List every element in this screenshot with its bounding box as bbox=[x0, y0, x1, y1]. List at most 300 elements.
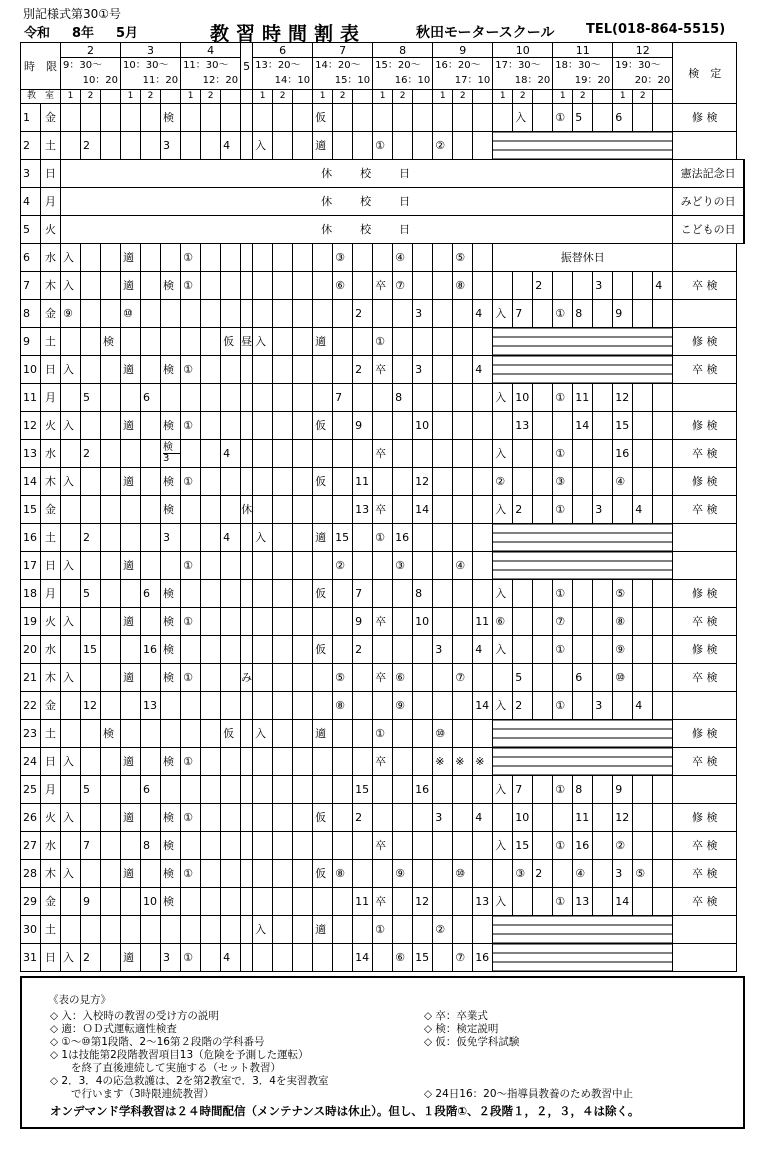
lunch-break-cell bbox=[241, 132, 253, 160]
day-number: 16 bbox=[21, 524, 41, 552]
classroom-number: 1 bbox=[121, 90, 141, 104]
lesson-cell bbox=[353, 860, 373, 888]
lesson-cell bbox=[313, 552, 333, 580]
lesson-cell bbox=[253, 580, 273, 608]
lesson-cell: 検 bbox=[161, 104, 181, 132]
lesson-cell bbox=[293, 860, 313, 888]
kentei-cell: 卒 検 bbox=[673, 888, 737, 916]
lesson-cell bbox=[353, 748, 373, 776]
lesson-cell: ② bbox=[493, 468, 513, 496]
lesson-cell: ① bbox=[553, 692, 573, 720]
period-number: 10 bbox=[493, 43, 553, 58]
period-end-time: 20：20 bbox=[634, 75, 671, 86]
lesson-cell bbox=[81, 804, 101, 832]
period-start-time: 19：30～ bbox=[615, 60, 661, 71]
lesson-cell bbox=[313, 776, 333, 804]
lesson-cell bbox=[633, 888, 653, 916]
lesson-cell bbox=[453, 916, 473, 944]
lesson-cell: ⑤ bbox=[333, 664, 353, 692]
lesson-cell bbox=[293, 916, 313, 944]
lesson-cell bbox=[653, 496, 673, 524]
lesson-cell bbox=[653, 104, 673, 132]
lesson-cell bbox=[273, 720, 293, 748]
lesson-cell bbox=[181, 496, 201, 524]
lesson-cell bbox=[61, 440, 81, 468]
lesson-cell: 5 bbox=[573, 104, 593, 132]
classroom-number bbox=[353, 90, 373, 104]
lesson-cell: 10 bbox=[513, 384, 533, 412]
kentei-cell bbox=[744, 188, 745, 216]
lunch-break-cell bbox=[241, 888, 253, 916]
lesson-cell bbox=[101, 916, 121, 944]
day-number: 10 bbox=[21, 356, 41, 384]
lesson-cell bbox=[553, 664, 573, 692]
lesson-cell: 入 bbox=[493, 496, 513, 524]
lesson-cell: 11 bbox=[353, 888, 373, 916]
classroom-number: 1 bbox=[373, 90, 393, 104]
period-time-range bbox=[253, 58, 313, 90]
lesson-cell bbox=[273, 104, 293, 132]
lesson-cell bbox=[121, 384, 141, 412]
lesson-cell bbox=[473, 916, 493, 944]
day-number: 17 bbox=[21, 552, 41, 580]
lesson-cell: 9 bbox=[353, 608, 373, 636]
lesson-cell bbox=[201, 664, 221, 692]
lesson-cell: 4 bbox=[473, 300, 493, 328]
lesson-cell bbox=[101, 440, 121, 468]
lesson-cell bbox=[633, 440, 653, 468]
lesson-cell bbox=[333, 832, 353, 860]
lesson-cell bbox=[433, 496, 453, 524]
lesson-cell: ⑥ bbox=[333, 272, 353, 300]
lesson-cell: 8 bbox=[393, 384, 413, 412]
lesson-cell: ④ bbox=[573, 860, 593, 888]
lesson-cell bbox=[313, 440, 333, 468]
lesson-cell bbox=[393, 608, 413, 636]
lesson-cell bbox=[121, 776, 141, 804]
lesson-cell bbox=[453, 524, 473, 552]
lesson-cell bbox=[313, 692, 333, 720]
lesson-cell: 6 bbox=[141, 580, 161, 608]
lesson-cell bbox=[453, 832, 473, 860]
lesson-cell: 3 bbox=[161, 944, 181, 972]
lesson-cell: 検 bbox=[161, 468, 181, 496]
legend-heading: 《表の見方》 bbox=[48, 994, 111, 1006]
lesson-cell bbox=[121, 916, 141, 944]
evening-closed-cell bbox=[493, 916, 673, 944]
lesson-cell bbox=[633, 636, 653, 664]
lesson-cell bbox=[101, 636, 121, 664]
lesson-cell: ⑤ bbox=[633, 860, 653, 888]
lesson-cell bbox=[273, 776, 293, 804]
evening-closed-cell bbox=[493, 944, 673, 972]
lesson-cell: 10 bbox=[413, 608, 433, 636]
lesson-cell bbox=[253, 748, 273, 776]
lesson-cell bbox=[653, 384, 673, 412]
lesson-cell: ① bbox=[181, 748, 201, 776]
lesson-cell bbox=[293, 384, 313, 412]
lesson-cell: 検 bbox=[161, 496, 181, 524]
weekday: 水 bbox=[41, 440, 61, 468]
day-number: 28 bbox=[21, 860, 41, 888]
period-time-range bbox=[493, 58, 553, 90]
lesson-cell: ① bbox=[553, 300, 573, 328]
lesson-cell: 3 bbox=[433, 804, 453, 832]
lesson-cell: ④ bbox=[453, 552, 473, 580]
lunch-break-cell bbox=[241, 580, 253, 608]
lunch-break-cell: み bbox=[241, 664, 253, 692]
lesson-cell: 適 bbox=[121, 804, 141, 832]
lesson-cell bbox=[453, 692, 473, 720]
lesson-cell bbox=[293, 300, 313, 328]
lesson-cell bbox=[333, 608, 353, 636]
lesson-cell bbox=[201, 888, 221, 916]
classroom-number: 1 bbox=[61, 90, 81, 104]
period-number: 4 bbox=[181, 43, 241, 58]
lesson-cell bbox=[181, 692, 201, 720]
evening-closed-cell bbox=[493, 748, 673, 776]
lesson-cell bbox=[293, 832, 313, 860]
lesson-cell bbox=[393, 636, 413, 664]
lesson-cell bbox=[141, 412, 161, 440]
lesson-cell bbox=[353, 440, 373, 468]
lesson-cell: 3 bbox=[413, 300, 433, 328]
lesson-cell: ① bbox=[553, 104, 573, 132]
lesson-cell: 入 bbox=[253, 328, 273, 356]
lesson-cell: 入 bbox=[61, 860, 81, 888]
lesson-cell bbox=[293, 104, 313, 132]
day-row bbox=[21, 300, 745, 328]
lesson-cell bbox=[293, 748, 313, 776]
lesson-cell bbox=[101, 776, 121, 804]
lesson-cell bbox=[473, 860, 493, 888]
lesson-cell: ⑧ bbox=[453, 272, 473, 300]
lesson-cell bbox=[473, 244, 493, 272]
lesson-cell bbox=[141, 244, 161, 272]
lesson-cell bbox=[633, 832, 653, 860]
lesson-cell bbox=[393, 580, 413, 608]
lesson-cell bbox=[121, 496, 141, 524]
lesson-cell bbox=[473, 328, 493, 356]
lesson-cell: 4 bbox=[221, 440, 241, 468]
lesson-cell bbox=[141, 468, 161, 496]
lesson-cell bbox=[453, 580, 473, 608]
lesson-cell bbox=[121, 132, 141, 160]
legend-note: ◇ 入：入校時の教習の受け方の説明 bbox=[50, 1010, 219, 1022]
lesson-cell bbox=[313, 608, 333, 636]
lesson-cell: 入 bbox=[61, 748, 81, 776]
lesson-cell bbox=[101, 888, 121, 916]
lesson-cell bbox=[273, 552, 293, 580]
lesson-cell bbox=[373, 860, 393, 888]
lesson-cell bbox=[101, 272, 121, 300]
lesson-cell bbox=[293, 328, 313, 356]
lesson-cell bbox=[333, 440, 353, 468]
lesson-cell: 入 bbox=[61, 244, 81, 272]
evening-closed-cell bbox=[493, 552, 673, 580]
lesson-cell: 11 bbox=[353, 468, 373, 496]
day-row bbox=[21, 860, 745, 888]
day-row bbox=[21, 244, 745, 272]
lesson-cell: 2 bbox=[353, 636, 373, 664]
lesson-cell: 適 bbox=[121, 356, 141, 384]
lesson-cell bbox=[573, 440, 593, 468]
lesson-cell: 16 bbox=[473, 944, 493, 972]
lesson-cell bbox=[273, 496, 293, 524]
lesson-cell bbox=[253, 468, 273, 496]
lesson-cell bbox=[101, 468, 121, 496]
lesson-cell bbox=[101, 412, 121, 440]
lesson-cell bbox=[293, 636, 313, 664]
lesson-cell bbox=[453, 104, 473, 132]
lesson-cell: ① bbox=[181, 244, 201, 272]
lesson-cell bbox=[433, 468, 453, 496]
kentei-cell: 卒 検 bbox=[673, 440, 737, 468]
lesson-cell: 検 bbox=[161, 748, 181, 776]
lesson-cell bbox=[221, 916, 241, 944]
holiday-name: 振替休日 bbox=[493, 244, 673, 272]
lesson-cell bbox=[593, 300, 613, 328]
lesson-cell bbox=[393, 832, 413, 860]
kentei-cell: 卒 検 bbox=[673, 860, 737, 888]
lesson-cell: 入 bbox=[493, 580, 513, 608]
lesson-cell bbox=[253, 636, 273, 664]
legend-note: ◇ 1は技能第2段階教習項目13（危険を予測した運転） bbox=[50, 1049, 309, 1061]
lesson-cell: 仮 bbox=[313, 580, 333, 608]
lesson-cell bbox=[293, 524, 313, 552]
lesson-cell bbox=[181, 580, 201, 608]
lesson-cell: 適 bbox=[121, 468, 141, 496]
lesson-cell bbox=[221, 552, 241, 580]
weekday: 金 bbox=[41, 888, 61, 916]
lesson-cell bbox=[253, 692, 273, 720]
weekday: 日 bbox=[41, 356, 61, 384]
lesson-cell bbox=[161, 692, 181, 720]
lesson-cell bbox=[201, 776, 221, 804]
lesson-cell bbox=[181, 440, 201, 468]
lesson-cell: 仮 bbox=[313, 636, 333, 664]
lesson-cell bbox=[293, 776, 313, 804]
lesson-cell bbox=[221, 300, 241, 328]
lesson-cell: 3 bbox=[413, 356, 433, 384]
day-row bbox=[21, 636, 745, 664]
lesson-cell bbox=[653, 608, 673, 636]
period-end-time: 19：20 bbox=[574, 75, 611, 86]
lesson-cell bbox=[221, 608, 241, 636]
lesson-cell: 卒 bbox=[373, 664, 393, 692]
lesson-cell bbox=[453, 608, 473, 636]
lesson-cell bbox=[273, 244, 293, 272]
lesson-cell: 10 bbox=[413, 412, 433, 440]
lesson-cell: 10 bbox=[141, 888, 161, 916]
lesson-cell bbox=[121, 692, 141, 720]
lesson-cell bbox=[121, 440, 141, 468]
lesson-cell: 検 bbox=[161, 356, 181, 384]
lesson-cell bbox=[101, 608, 121, 636]
day-row bbox=[21, 468, 745, 496]
kentei-cell: 卒 検 bbox=[673, 832, 737, 860]
period-time-range bbox=[313, 58, 373, 90]
lesson-cell: 検 bbox=[161, 272, 181, 300]
lesson-cell bbox=[293, 720, 313, 748]
kentei-cell bbox=[673, 132, 737, 160]
lesson-cell: 3 bbox=[613, 860, 633, 888]
lesson-cell bbox=[81, 664, 101, 692]
period-time-range bbox=[553, 58, 613, 90]
lesson-cell bbox=[473, 776, 493, 804]
weekday: 土 bbox=[41, 916, 61, 944]
lesson-cell bbox=[81, 300, 101, 328]
lesson-cell bbox=[433, 608, 453, 636]
lesson-cell bbox=[161, 916, 181, 944]
classroom-number: 2 bbox=[333, 90, 353, 104]
lesson-cell bbox=[473, 720, 493, 748]
classroom-number bbox=[101, 90, 121, 104]
day-row bbox=[21, 552, 745, 580]
classroom-number: 1 bbox=[433, 90, 453, 104]
lesson-cell: 6 bbox=[613, 104, 633, 132]
lesson-cell bbox=[493, 272, 513, 300]
lesson-cell bbox=[101, 664, 121, 692]
lesson-cell: 適 bbox=[313, 916, 333, 944]
lesson-cell: 入 bbox=[61, 468, 81, 496]
lesson-cell: ⑩ bbox=[453, 860, 473, 888]
kentei-cell: 修 検 bbox=[673, 720, 737, 748]
lesson-cell bbox=[413, 720, 433, 748]
lesson-cell: 仮 bbox=[313, 412, 333, 440]
lesson-cell bbox=[433, 104, 453, 132]
kentei-cell bbox=[673, 384, 737, 412]
lesson-cell bbox=[253, 776, 273, 804]
lesson-cell: ③ bbox=[393, 552, 413, 580]
day-row bbox=[21, 944, 745, 972]
lesson-cell: 3 bbox=[161, 132, 181, 160]
lesson-cell: ⑧ bbox=[613, 608, 633, 636]
lesson-cell bbox=[181, 384, 201, 412]
lesson-cell bbox=[533, 636, 553, 664]
lesson-cell bbox=[533, 608, 553, 636]
day-row bbox=[21, 328, 745, 356]
period-number: 5 bbox=[241, 43, 253, 90]
lesson-cell: 2 bbox=[353, 300, 373, 328]
day-row bbox=[21, 776, 745, 804]
lesson-cell bbox=[141, 300, 161, 328]
lesson-cell: 14 bbox=[573, 412, 593, 440]
lesson-cell: 11 bbox=[573, 804, 593, 832]
day-number: 29 bbox=[21, 888, 41, 916]
lesson-cell bbox=[273, 804, 293, 832]
lesson-cell: 13 bbox=[573, 888, 593, 916]
weekday: 水 bbox=[41, 832, 61, 860]
lesson-cell bbox=[533, 664, 553, 692]
lesson-cell bbox=[433, 832, 453, 860]
lunch-column-header bbox=[241, 90, 253, 104]
lesson-cell bbox=[353, 664, 373, 692]
weekday: 金 bbox=[41, 496, 61, 524]
lesson-cell bbox=[533, 440, 553, 468]
lesson-cell bbox=[61, 580, 81, 608]
lesson-cell: 7 bbox=[513, 776, 533, 804]
weekday: 水 bbox=[41, 244, 61, 272]
weekday: 金 bbox=[41, 300, 61, 328]
lesson-cell bbox=[413, 552, 433, 580]
lesson-cell bbox=[273, 832, 293, 860]
period-time-range bbox=[433, 58, 493, 90]
lesson-cell: 適 bbox=[313, 328, 333, 356]
day-row bbox=[21, 664, 745, 692]
lesson-cell: 2 bbox=[81, 524, 101, 552]
period-end-time: 17：10 bbox=[454, 75, 491, 86]
lesson-cell bbox=[413, 244, 433, 272]
lesson-cell bbox=[433, 356, 453, 384]
lesson-cell bbox=[181, 132, 201, 160]
lesson-cell bbox=[61, 104, 81, 132]
holiday-name: 憲法記念日 bbox=[673, 160, 744, 188]
lesson-cell bbox=[413, 384, 433, 412]
lesson-cell: 12 bbox=[81, 692, 101, 720]
weekday: 土 bbox=[41, 328, 61, 356]
lesson-cell bbox=[653, 636, 673, 664]
lesson-cell bbox=[333, 104, 353, 132]
lesson-cell bbox=[353, 272, 373, 300]
lesson-cell bbox=[413, 636, 433, 664]
kentei-cell: 卒 検 bbox=[673, 608, 737, 636]
lesson-cell bbox=[141, 664, 161, 692]
lesson-cell: ① bbox=[373, 916, 393, 944]
lesson-cell bbox=[553, 412, 573, 440]
lesson-cell: 入 bbox=[61, 552, 81, 580]
lunch-break-cell: 昼 bbox=[241, 328, 253, 356]
lesson-cell bbox=[61, 524, 81, 552]
lesson-cell: ① bbox=[181, 664, 201, 692]
kentei-cell bbox=[673, 944, 737, 972]
lesson-cell bbox=[293, 664, 313, 692]
classroom-number: 2 bbox=[573, 90, 593, 104]
lesson-cell bbox=[473, 496, 493, 524]
period-time-range bbox=[373, 58, 433, 90]
lesson-cell: 15 bbox=[613, 412, 633, 440]
lesson-cell bbox=[181, 300, 201, 328]
weekday: 日 bbox=[41, 552, 61, 580]
lesson-cell: 検 bbox=[161, 832, 181, 860]
lesson-cell bbox=[221, 104, 241, 132]
day-row bbox=[21, 692, 745, 720]
lunch-break-cell bbox=[241, 300, 253, 328]
lesson-cell bbox=[413, 132, 433, 160]
lesson-cell: ① bbox=[553, 384, 573, 412]
lesson-cell bbox=[513, 888, 533, 916]
lunch-break-cell bbox=[241, 412, 253, 440]
lesson-cell bbox=[593, 888, 613, 916]
lesson-cell: ⑦ bbox=[553, 608, 573, 636]
lesson-cell bbox=[653, 804, 673, 832]
lesson-cell bbox=[293, 944, 313, 972]
lesson-cell: 14 bbox=[413, 496, 433, 524]
lesson-cell: ② bbox=[433, 132, 453, 160]
day-number: 31 bbox=[21, 944, 41, 972]
lesson-cell: 入 bbox=[253, 916, 273, 944]
lesson-cell: ① bbox=[181, 272, 201, 300]
lesson-cell bbox=[253, 104, 273, 132]
lesson-cell bbox=[161, 384, 181, 412]
lesson-cell bbox=[473, 384, 493, 412]
lesson-cell bbox=[273, 608, 293, 636]
lesson-cell bbox=[273, 636, 293, 664]
lesson-cell bbox=[433, 440, 453, 468]
kentei-cell: 卒 検 bbox=[673, 748, 737, 776]
classroom-number bbox=[293, 90, 313, 104]
lesson-cell: 11 bbox=[473, 608, 493, 636]
